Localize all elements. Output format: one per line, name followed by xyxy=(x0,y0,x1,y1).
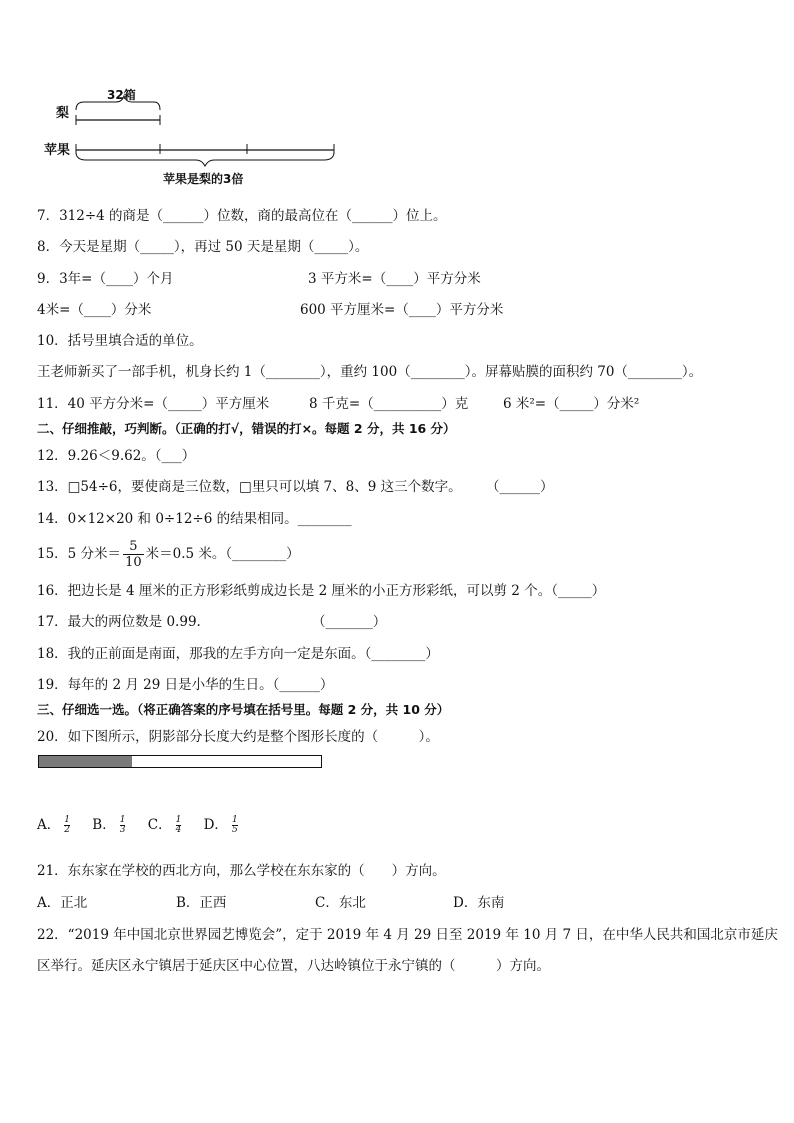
question-15 xyxy=(37,538,300,570)
question-21: 21．东东家在学校的西北方向，那么学校在东东家的（ ）方向。 xyxy=(37,863,446,879)
question-22-line-2: 区举行。延庆区永宁镇居于延庆区中心位置，八达岭镇位于永宁镇的（ ）方向。 xyxy=(37,958,550,974)
question-22-line-1: 22．“2019 年中国北京世界园艺博览会”，定于 2019 年 4 月 29 日至 2019 年 10 月 7 日，在中华人民共和国北京市延庆 xyxy=(37,927,778,943)
question-20-options xyxy=(37,812,238,838)
apple-label: 苹果 xyxy=(44,143,71,158)
question-9d: 600 平方厘米=（____）平方分米 xyxy=(300,302,504,318)
option-d[interactable]: D． $\frac{1}{5}$ xyxy=(203,815,238,835)
question-19: 19．每年的 2 月 29 日是小华的生日。（______） xyxy=(37,677,334,693)
section-3-heading: 三、仔细选一选。（将正确答案的序号填在括号里。每题 2 分，共 10 分） xyxy=(37,702,450,717)
five-tenths-fraction: $\frac{5}{10}$ xyxy=(125,539,142,570)
section-2-heading: 二、仔细推敲，巧判断。（正确的打√，错误的打×。每题 2 分，共 16 分） xyxy=(37,421,456,436)
question-10-body: 王老师新买了一部手机，机身长约 1（________），重约 100（________）。屏幕贴膜的面积约 70（________）。 xyxy=(37,364,703,380)
question-11c: 6 米²=（_____）分米² xyxy=(503,396,640,412)
question-11b: 8 千克=（__________）克 xyxy=(309,396,469,412)
question-9b: 3 平方米=（____）平方分米 xyxy=(308,271,481,287)
question-12: 12．9.26＜9.62。（___） xyxy=(37,448,196,464)
pear-apple-diagram xyxy=(40,80,350,190)
question-15-post: 米＝0.5 米。（________） xyxy=(145,546,300,562)
question-8: 8．今天是星期（_____），再过 50 天是星期（_____）。 xyxy=(37,239,369,255)
question-17: 17．最大的两位数是 0.99. xyxy=(37,614,201,630)
question-9a: 9．3年=（____）个月 xyxy=(37,271,174,287)
option-b[interactable]: B． $\frac{1}{3}$ xyxy=(92,815,126,835)
question-21-option-a[interactable]: A．正北 xyxy=(37,895,88,911)
shaded-bar-figure xyxy=(38,755,322,768)
question-10: 10．括号里填合适的单位。 xyxy=(37,333,203,349)
question-16: 16．把边长是 4 厘米的正方形彩纸剪成边长是 2 厘米的小正方形彩纸，可以剪 2 个。（_____） xyxy=(37,583,606,599)
top-label: 32箱 xyxy=(107,88,136,102)
question-15-pre: 15．5 分米＝ xyxy=(37,546,122,562)
question-13: 13．□54÷6，要使商是三位数，□里只可以填 7、8、9 这三个数字。 xyxy=(37,479,462,495)
question-9c: 4米=（____）分米 xyxy=(37,302,152,318)
question-21-option-b[interactable]: B．正西 xyxy=(176,895,227,911)
question-21-option-d[interactable]: D．东南 xyxy=(453,895,505,911)
question-13-blank: （______） xyxy=(486,479,554,495)
question-17-blank: （_______） xyxy=(312,614,387,630)
option-c[interactable]: C． $\frac{1}{4}$ xyxy=(147,815,182,835)
bottom-brace xyxy=(76,152,334,166)
shaded-portion xyxy=(39,756,132,767)
bottom-label: 苹果是梨的3倍 xyxy=(163,172,244,186)
question-21-option-c[interactable]: C．东北 xyxy=(315,895,366,911)
option-a[interactable]: A． $\frac{1}{2}$ xyxy=(37,815,70,835)
question-7: 7．312÷4 的商是（______）位数，商的最高位在（______）位上。 xyxy=(37,208,447,224)
question-14: 14．0×12×20 和 0÷12÷6 的结果相同。________ xyxy=(37,511,352,527)
question-20: 20．如下图所示，阴影部分长度大约是整个图形长度的（ ）。 xyxy=(37,729,439,745)
question-18: 18．我的正前面是南面，那我的左手方向一定是东面。（________） xyxy=(37,646,439,662)
pear-label: 梨 xyxy=(56,106,70,121)
question-11a: 11．40 平方分米=（_____）平方厘米 xyxy=(37,396,270,412)
